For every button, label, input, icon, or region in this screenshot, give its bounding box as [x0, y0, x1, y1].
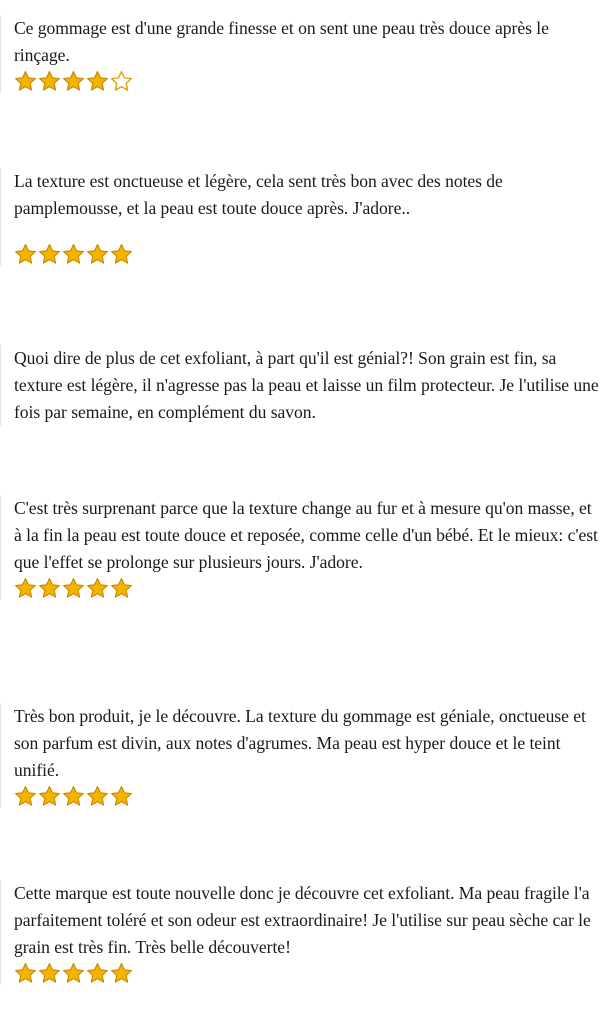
- review-text: Cette marque est toute nouvelle donc je découvre cet exfoliant. Ma peau fragile l'a parfaitement toléré et son odeur est extraordinaire! Je l'utilise sur peau sèche car le grain est très fin. Très belle découverte!: [14, 883, 591, 957]
- star-rating: [14, 784, 600, 808]
- star-filled-icon: [110, 243, 133, 266]
- star-filled-icon: [86, 243, 109, 266]
- review-text: C'est très surprenant parce que la texture change au fur et à mesure qu'on masse, et à la fin la peau est toute douce et reposée, comme celle d'un bébé. Et le mieux: c'est que l'effet se prolonge sur plusieurs jours. J'adore.: [14, 498, 598, 572]
- star-filled-icon: [14, 785, 37, 808]
- star-filled-icon: [62, 243, 85, 266]
- star-filled-icon: [62, 962, 85, 985]
- review-text: Très bon produit, je le découvre. La texture du gommage est géniale, onctueuse et son parfum est divin, aux notes d'agrumes. Ma peau est hyper douce et le teint unifié.: [14, 706, 586, 780]
- review-item: [0, 495, 600, 600]
- star-rating: [14, 961, 600, 985]
- star-filled-icon: [86, 785, 109, 808]
- star-filled-icon: [14, 70, 37, 93]
- star-filled-icon: [86, 70, 109, 93]
- review-item: [0, 168, 600, 266]
- star-filled-icon: [14, 962, 37, 985]
- star-filled-icon: [62, 577, 85, 600]
- review-text: Quoi dire de plus de cet exfoliant, à part qu'il est génial?! Son grain est fin, sa texture est légère, il n'agresse pas la peau et laisse un film protecteur. Je l'utilise une fois par semaine, en complément du savon.: [14, 348, 599, 422]
- star-filled-icon: [110, 577, 133, 600]
- star-filled-icon: [38, 577, 61, 600]
- star-filled-icon: [110, 785, 133, 808]
- star-filled-icon: [14, 243, 37, 266]
- review-item: [0, 703, 600, 808]
- star-filled-icon: [86, 962, 109, 985]
- review-item: [0, 15, 600, 93]
- star-filled-icon: [62, 70, 85, 93]
- star-filled-icon: [110, 962, 133, 985]
- star-filled-icon: [62, 785, 85, 808]
- star-filled-icon: [86, 577, 109, 600]
- star-filled-icon: [38, 70, 61, 93]
- star-filled-icon: [14, 577, 37, 600]
- star-rating: [14, 242, 600, 266]
- review-text: Ce gommage est d'une grande finesse et on sent une peau très douce après le rinçage.: [14, 18, 549, 65]
- star-filled-icon: [38, 962, 61, 985]
- review-item: [0, 880, 600, 985]
- star-empty-icon: [110, 70, 133, 93]
- star-rating: [14, 576, 600, 600]
- review-text: La texture est onctueuse et légère, cela sent très bon avec des notes de pamplemousse, et la peau est toute douce après. J'adore..: [14, 171, 503, 218]
- star-filled-icon: [38, 243, 61, 266]
- star-filled-icon: [38, 785, 61, 808]
- review-item: [0, 345, 600, 426]
- star-rating: [14, 69, 600, 93]
